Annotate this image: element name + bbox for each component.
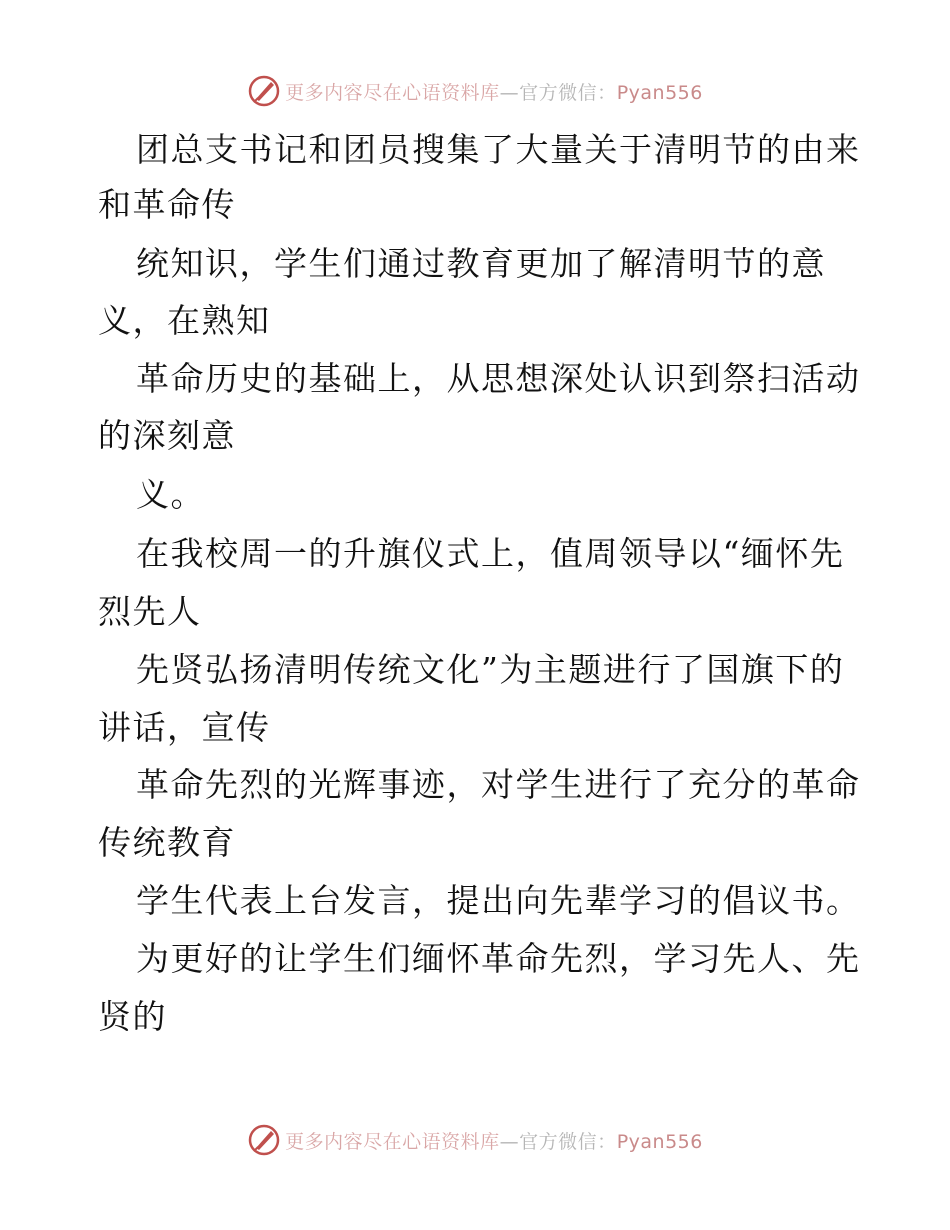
text-line: 贤的 xyxy=(98,997,167,1036)
text-line: 团总支书记和团员搜集了大量关于清明节的由来 xyxy=(136,130,861,169)
header-watermark xyxy=(0,71,950,111)
watermark-part1: 更多内容尽在心语资料库 xyxy=(285,1130,500,1153)
text-line: 和革命传 xyxy=(98,185,236,224)
watermark-part1: 更多内容尽在心语资料库 xyxy=(285,81,500,104)
quill-logo-icon xyxy=(247,1123,281,1157)
watermark-text xyxy=(285,1127,703,1154)
text-line: 传统教育 xyxy=(98,823,236,862)
text-line: 义，在熟知 xyxy=(98,301,271,340)
quill-logo-icon xyxy=(247,74,281,108)
text-line: 为更好的让学生们缅怀革命先烈，学习先人、先 xyxy=(136,939,861,978)
watermark-brand: Pyan556 xyxy=(616,81,703,104)
watermark-brand: Pyan556 xyxy=(616,1130,703,1153)
text-line: 的深刻意 xyxy=(98,416,236,455)
watermark-dash: — xyxy=(499,1130,520,1153)
text-line: 革命历史的基础上，从思想深处认识到祭扫活动 xyxy=(136,359,861,398)
text-line: 讲话，宣传 xyxy=(98,708,271,747)
text-line: 在我校周一的升旗仪式上，值周领导以“缅怀先 xyxy=(136,534,845,573)
text-line: 烈先人 xyxy=(98,592,202,631)
text-line: 先贤弘扬清明传统文化”为主题进行了国旗下的 xyxy=(136,650,845,689)
text-line: 义。 xyxy=(136,475,205,514)
watermark-dash: — xyxy=(499,81,520,104)
text-line: 统知识，学生们通过教育更加了解清明节的意 xyxy=(136,244,826,283)
text-line: 学生代表上台发言，提出向先辈学习的倡议书。 xyxy=(136,881,861,920)
text-line: 革命先烈的光辉事迹，对学生进行了充分的革命 xyxy=(136,765,861,804)
watermark-part2: 官方微信： xyxy=(519,1130,617,1153)
footer-watermark xyxy=(0,1120,950,1160)
watermark-text xyxy=(285,78,703,105)
watermark-part2: 官方微信： xyxy=(519,81,617,104)
